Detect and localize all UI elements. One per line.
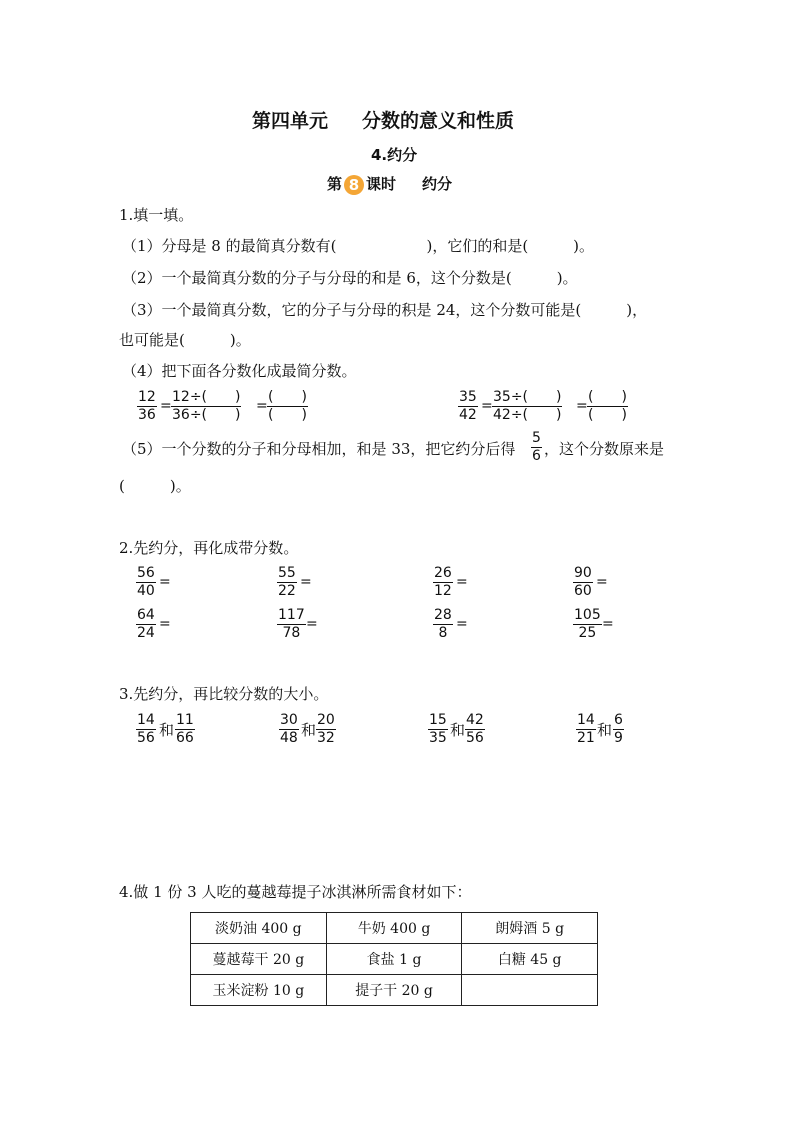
fraction	[573, 607, 602, 642]
denominator: ( )	[268, 407, 307, 423]
numerator: 64	[137, 607, 155, 623]
table-cell: 提子干 20 g	[326, 975, 462, 1006]
numerator: 56	[137, 565, 155, 581]
table-cell: 蔓越莓干 20 g	[191, 944, 327, 975]
unit-title	[252, 106, 514, 133]
denominator: ( )	[588, 407, 627, 423]
equals-sign: =	[256, 398, 268, 414]
q1-part3-line1: （3）一个最简真分数，它的分子与分母的积是 24，这个分数可能是( )，	[122, 301, 648, 319]
q1-part4: （4）把下面各分数化成最简分数。	[122, 362, 357, 380]
numerator: 11	[176, 712, 194, 728]
numerator: ( )	[588, 389, 627, 405]
equals-sign: =	[160, 398, 172, 414]
lesson-suffix: 课时	[366, 175, 397, 193]
denominator: 56	[137, 730, 155, 746]
lesson-prefix: 第	[327, 175, 343, 193]
table-row	[191, 975, 598, 1006]
equals-sign: =	[159, 616, 171, 632]
fraction	[136, 607, 156, 642]
fraction	[576, 712, 596, 747]
numerator: 20	[317, 712, 335, 728]
fraction	[267, 389, 308, 424]
table-cell: 朗姆酒 5 g	[462, 913, 598, 944]
numerator: 105	[574, 607, 601, 623]
fraction	[573, 565, 593, 600]
numerator: 15	[429, 712, 447, 728]
fraction	[277, 565, 297, 600]
fraction	[492, 389, 562, 424]
numerator: ( )	[268, 389, 307, 405]
denominator: 8	[438, 625, 448, 641]
equals-sign: =	[306, 616, 318, 632]
equals-sign: =	[300, 574, 312, 590]
numerator: 12÷( )	[172, 389, 241, 405]
denominator: 12	[434, 583, 452, 599]
denominator: 60	[574, 583, 592, 599]
denominator: 48	[280, 730, 298, 746]
numerator: 42	[466, 712, 484, 728]
fraction	[433, 565, 453, 600]
denominator: 22	[278, 583, 296, 599]
table-cell: 玉米淀粉 10 g	[191, 975, 327, 1006]
fraction	[137, 389, 157, 424]
table-row	[191, 944, 598, 975]
equals-sign: =	[481, 398, 493, 414]
numerator: 5	[532, 430, 541, 446]
q1-part5-text: （5）一个分数的分子和分母相加，和是 33，把它约分后得	[122, 440, 516, 458]
q4-title: 4.做 1 份 3 人吃的蔓越莓提子冰淇淋所需食材如下：	[119, 883, 472, 901]
denominator: 25	[578, 625, 597, 641]
fraction	[531, 430, 542, 465]
table-cell: 淡奶油 400 g	[191, 913, 327, 944]
q2-title: 2.先约分，再化成带分数。	[119, 539, 299, 557]
fraction	[277, 607, 306, 642]
numerator: 28	[434, 607, 452, 623]
lesson-title	[327, 173, 452, 195]
numerator: 14	[137, 712, 155, 728]
q1-part5-text2: ，这个分数原来是	[544, 440, 665, 458]
numerator: 6	[614, 712, 623, 728]
denominator: 36÷( )	[172, 407, 241, 423]
and-word: 和	[301, 721, 317, 739]
denominator: 35	[429, 730, 447, 746]
denominator: 21	[577, 730, 595, 746]
table-cell: 食盐 1 g	[326, 944, 462, 975]
numerator: 117	[278, 607, 305, 623]
fraction	[458, 389, 478, 424]
unit-topic: 分数的意义和性质	[362, 110, 515, 132]
fraction	[428, 712, 448, 747]
fraction	[136, 712, 156, 747]
equals-sign: =	[456, 574, 468, 590]
fraction	[175, 712, 195, 747]
section-title: 4.约分	[371, 146, 418, 164]
numerator: 26	[434, 565, 452, 581]
fraction	[433, 607, 453, 642]
fraction	[171, 389, 241, 424]
denominator: 42	[459, 407, 477, 423]
denominator: 9	[614, 730, 623, 746]
numerator: 55	[278, 565, 296, 581]
and-word: 和	[450, 721, 466, 739]
denominator: 78	[282, 625, 301, 641]
numerator: 14	[577, 712, 595, 728]
table-cell: 白糖 45 g	[462, 944, 598, 975]
q1-part3-line2: 也可能是( )。	[119, 331, 251, 349]
unit-number: 第四单元	[252, 110, 329, 132]
denominator: 6	[532, 448, 541, 464]
q1-part5-blank: ( )。	[119, 477, 191, 495]
denominator: 40	[137, 583, 155, 599]
fraction	[136, 565, 156, 600]
denominator: 56	[466, 730, 484, 746]
numerator: 30	[280, 712, 298, 728]
numerator: 12	[138, 389, 156, 405]
table-row	[191, 913, 598, 944]
denominator: 32	[317, 730, 335, 746]
fraction	[316, 712, 336, 747]
q3-title: 3.先约分，再比较分数的大小。	[119, 685, 329, 703]
numerator: 35	[459, 389, 477, 405]
denominator: 36	[138, 407, 156, 423]
numerator: 35÷( )	[493, 389, 562, 405]
denominator: 24	[137, 625, 155, 641]
q1-part1: （1）分母是 8 的最简真分数有( )，它们的和是( )。	[122, 237, 595, 255]
equals-sign: =	[456, 616, 468, 632]
lesson-number-badge: 8	[344, 175, 364, 195]
q1-part2: （2）一个最简真分数的分子与分母的和是 6，这个分数是( )。	[122, 269, 578, 287]
ingredients-table	[190, 912, 598, 1006]
q1-title: 1.填一填。	[119, 206, 194, 224]
and-word: 和	[159, 721, 175, 739]
equals-sign: =	[596, 574, 608, 590]
and-word: 和	[597, 721, 613, 739]
table-cell: 牛奶 400 g	[326, 913, 462, 944]
fraction	[587, 389, 628, 424]
fraction	[613, 712, 624, 747]
fraction	[279, 712, 299, 747]
table-cell	[462, 975, 598, 1006]
denominator: 42÷( )	[493, 407, 562, 423]
lesson-topic: 约分	[422, 175, 453, 193]
equals-sign: =	[159, 574, 171, 590]
equals-sign: =	[602, 616, 614, 632]
denominator: 66	[176, 730, 194, 746]
numerator: 90	[574, 565, 592, 581]
equals-sign: =	[576, 398, 588, 414]
fraction	[465, 712, 485, 747]
